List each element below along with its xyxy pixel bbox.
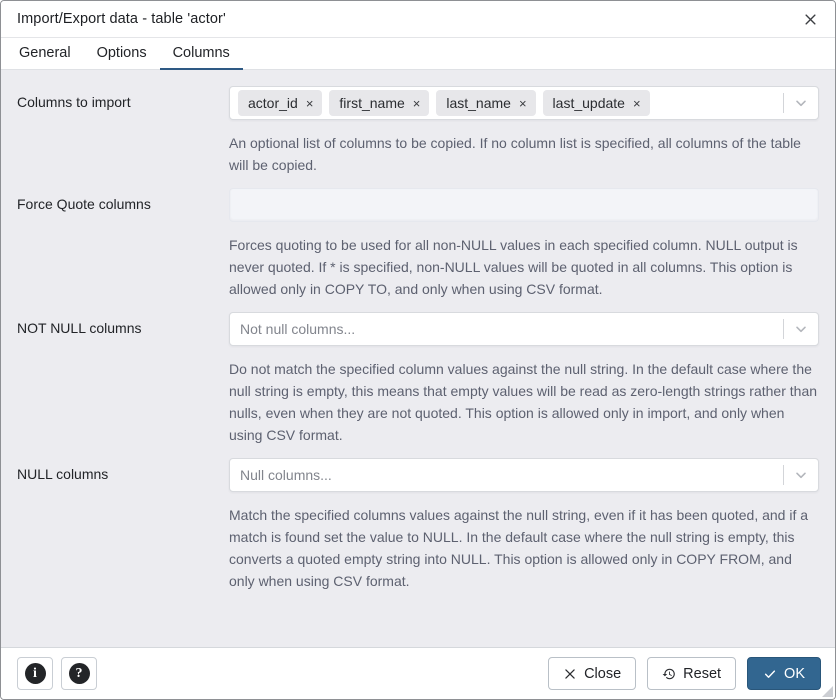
sql-info-button[interactable]	[17, 657, 53, 690]
null-columns-help: Match the specified columns values against the null string, even if it has been quoted, and if a match is found set the value to NULL. In the default case where the null string is empty, this converts a quoted empty string into NULL. This option is allowed only in COPY FROM, and only when using CSV format.	[229, 507, 809, 589]
column-chip-label: last_update	[552, 95, 625, 111]
null-columns-dropdown-button[interactable]	[784, 459, 818, 491]
force-quote-input	[230, 189, 818, 221]
dialog-close-button[interactable]	[799, 8, 821, 30]
close-x-icon	[563, 667, 577, 681]
question-icon: ?	[69, 663, 90, 684]
dialog-titlebar	[1, 1, 835, 38]
dialog-footer	[1, 647, 835, 699]
null-columns-row	[17, 458, 819, 604]
column-chip	[436, 90, 535, 116]
columns-to-import-label: Columns to import	[17, 94, 131, 110]
not-null-columns-select[interactable]	[229, 312, 819, 346]
chevron-down-icon	[793, 95, 809, 111]
tab-general[interactable]: General	[19, 45, 71, 61]
selected-columns-chips	[230, 90, 783, 116]
force-quote-help: Forces quoting to be used for all non-NULL values in each specified column. NULL output is never quoted. If * is specified, non-NULL values will be quoted in all columns. This option is allowed only in COPY TO, and only when using CSV format.	[229, 237, 798, 297]
ok-button[interactable]	[747, 657, 821, 690]
tab-bar	[1, 38, 835, 70]
columns-to-import-select[interactable]	[229, 86, 819, 120]
reset-history-icon	[662, 667, 676, 681]
force-quote-row	[17, 188, 819, 312]
chip-remove-icon[interactable]: ×	[518, 96, 527, 111]
chevron-down-icon	[793, 467, 809, 483]
ok-button-label: OK	[784, 665, 805, 682]
column-chip-label: first_name	[339, 95, 405, 111]
columns-tab-panel	[1, 70, 835, 647]
null-columns-input[interactable]	[230, 459, 783, 491]
close-button[interactable]	[548, 657, 636, 690]
chip-remove-icon[interactable]: ×	[412, 96, 421, 111]
reset-button-label: Reset	[683, 665, 722, 682]
close-button-label: Close	[584, 665, 622, 682]
chip-remove-icon[interactable]: ×	[632, 96, 641, 111]
tab-columns[interactable]: Columns	[160, 38, 243, 70]
not-null-columns-label: NOT NULL columns	[17, 320, 142, 336]
not-null-dropdown-button[interactable]	[784, 313, 818, 345]
chevron-down-icon	[793, 321, 809, 337]
tab-options[interactable]: Options	[96, 45, 147, 61]
null-columns-label: NULL columns	[17, 466, 109, 482]
not-null-columns-help: Do not match the specified column values against the null string. In the default case where the null string is empty, this means that empty values will be read as zero-length strings rather than nulls, even when they are not quoted. This option is allowed only in import, and only when using CSV format.	[229, 361, 818, 443]
not-null-columns-row	[17, 312, 819, 458]
columns-to-import-row	[17, 86, 819, 188]
chip-remove-icon[interactable]: ×	[305, 96, 314, 111]
info-icon: i	[25, 663, 46, 684]
dialog-title: Import/Export data - table 'actor'	[17, 11, 226, 27]
help-button[interactable]	[61, 657, 97, 690]
check-icon	[763, 667, 777, 681]
column-chip-label: last_name	[446, 95, 511, 111]
close-icon	[803, 12, 818, 27]
null-columns-select[interactable]	[229, 458, 819, 492]
column-chip	[238, 90, 322, 116]
columns-to-import-dropdown-button[interactable]	[784, 87, 818, 119]
columns-to-import-help: An optional list of columns to be copied. If no column list is specified, all columns of the table will be copied.	[229, 135, 801, 173]
resize-handle[interactable]	[822, 686, 833, 697]
column-chip	[329, 90, 429, 116]
column-chip-label: actor_id	[248, 95, 298, 111]
force-quote-field	[229, 188, 819, 222]
column-chip	[543, 90, 650, 116]
reset-button[interactable]	[647, 657, 736, 690]
force-quote-label: Force Quote columns	[17, 196, 151, 212]
not-null-columns-input[interactable]	[230, 313, 783, 345]
